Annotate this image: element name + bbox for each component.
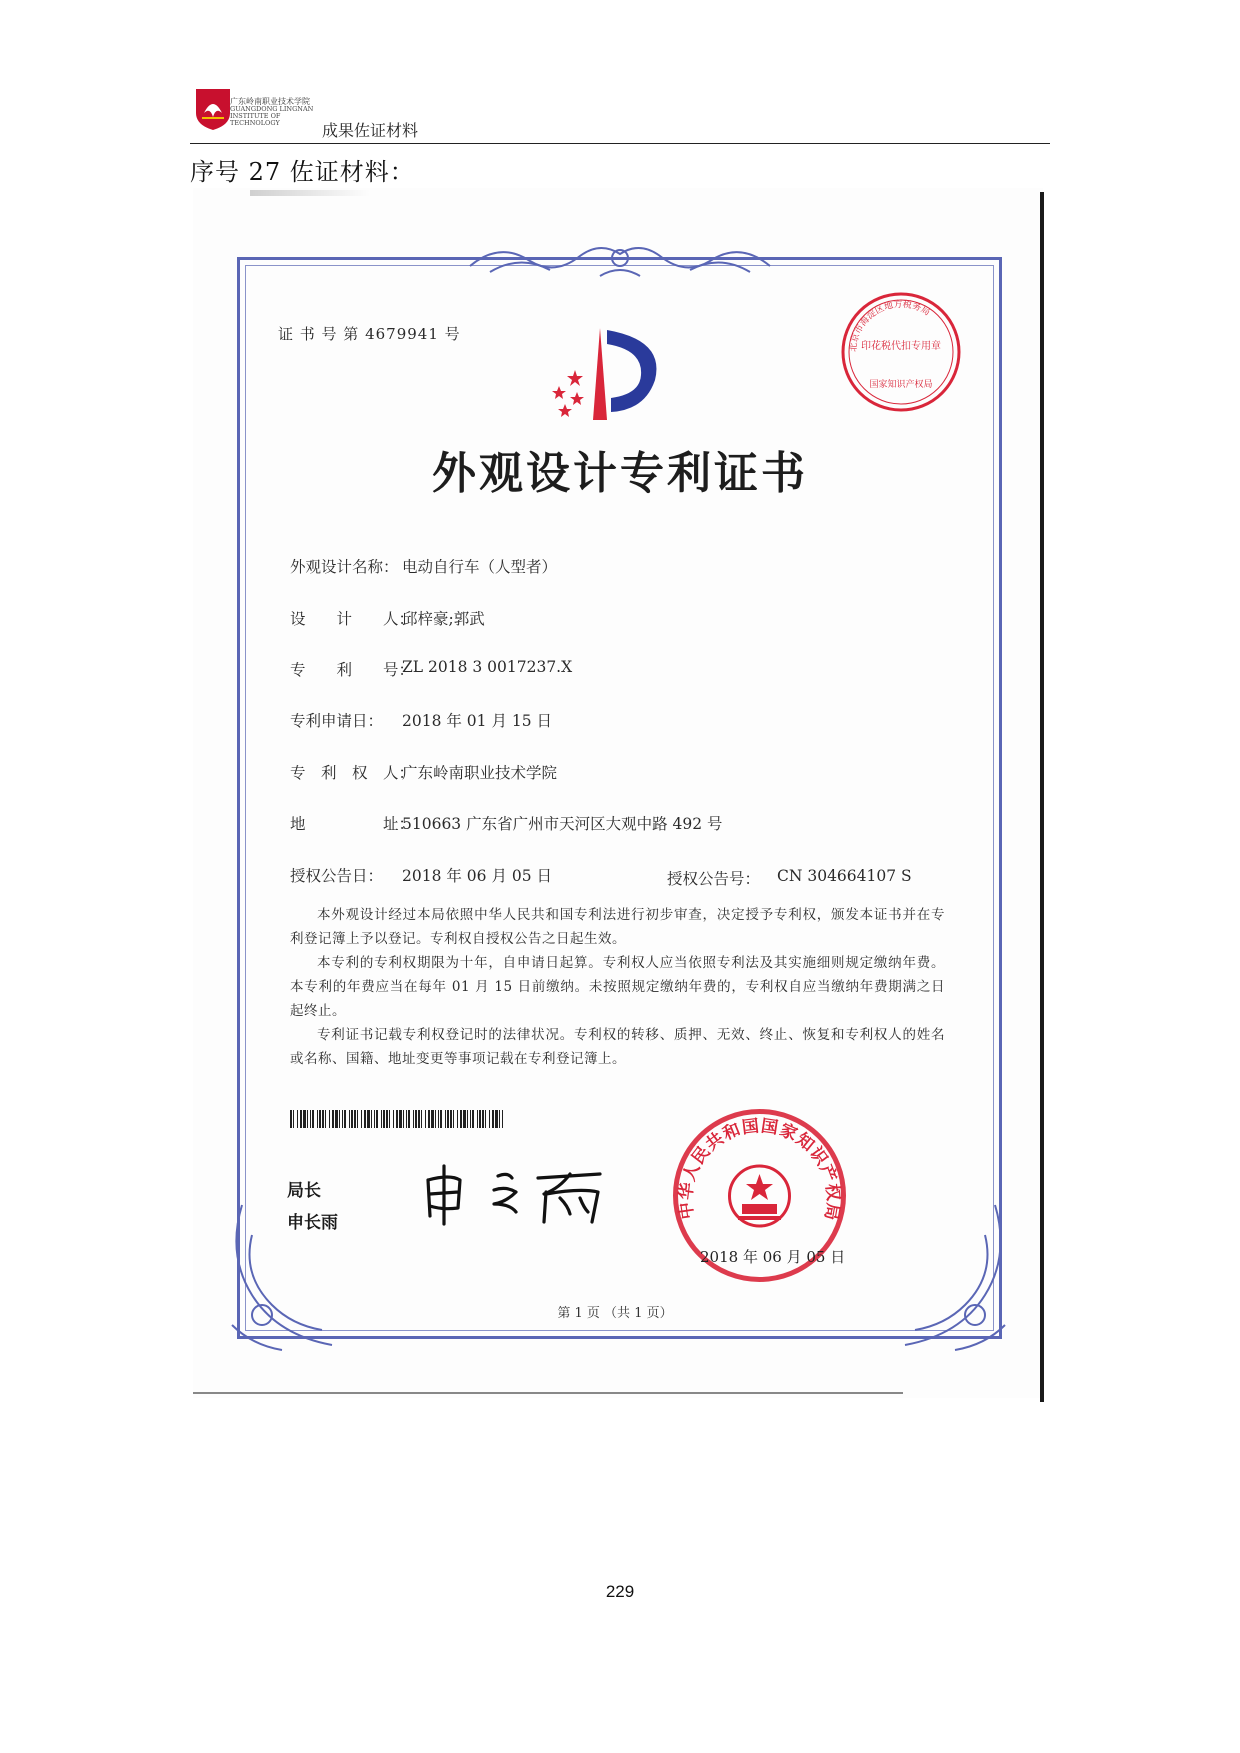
barcode-bar bbox=[300, 1110, 302, 1128]
barcode-bar bbox=[357, 1110, 358, 1128]
seal-date: 2018 年 06 月 05 日 bbox=[700, 1248, 846, 1266]
barcode-bar bbox=[438, 1110, 439, 1128]
barcode-bar bbox=[393, 1110, 394, 1128]
barcode-bar bbox=[463, 1110, 466, 1128]
header-divider bbox=[190, 143, 1050, 144]
barcode-bar bbox=[489, 1110, 490, 1128]
barcode-bar bbox=[502, 1110, 503, 1128]
barcode-bar bbox=[399, 1110, 402, 1128]
grant-date-label: 授权公告日： bbox=[290, 867, 384, 885]
barcode-bar bbox=[492, 1110, 494, 1128]
tax-seal-inner-text: 印花税代扣专用章 bbox=[861, 341, 941, 352]
grant-number-value: CN 304664107 S bbox=[777, 867, 912, 885]
barcode-icon bbox=[290, 1110, 506, 1128]
barcode-bar bbox=[477, 1110, 478, 1128]
address-value: 510663 广东省广州市天河区大观中路 492 号 bbox=[402, 815, 723, 833]
barcode-bar bbox=[325, 1110, 326, 1128]
page-number: 229 bbox=[605, 1582, 635, 1601]
barcode-bar bbox=[342, 1110, 343, 1128]
barcode-bar bbox=[499, 1110, 500, 1128]
barcode-bar bbox=[364, 1110, 366, 1128]
barcode-bar bbox=[472, 1110, 474, 1128]
barcode-bar bbox=[376, 1110, 378, 1128]
barcode-bar bbox=[450, 1110, 452, 1128]
barcode-bar bbox=[431, 1110, 434, 1128]
barcode-bar bbox=[319, 1110, 321, 1128]
director-signature-icon bbox=[420, 1158, 620, 1228]
patent-number-value: ZL 2018 3 0017237.X bbox=[402, 658, 573, 676]
barcode-bar bbox=[374, 1110, 375, 1128]
barcode-bar bbox=[354, 1110, 356, 1128]
filing-date-label: 专利申请日： bbox=[290, 712, 384, 730]
barcode-bar bbox=[381, 1110, 382, 1128]
barcode-bar bbox=[440, 1110, 442, 1128]
barcode-bar bbox=[297, 1110, 298, 1128]
scan-edge-right bbox=[1040, 192, 1044, 1402]
barcode-bar bbox=[312, 1110, 314, 1128]
school-name-en: GUANGDONG LINGNAN INSTITUTE OF TECHNOLOGY bbox=[230, 105, 314, 127]
address-label: 地 址： bbox=[290, 815, 415, 833]
barcode-bar bbox=[322, 1110, 324, 1128]
barcode-bar bbox=[344, 1110, 346, 1128]
certificate-title: 外观设计专利证书 bbox=[432, 448, 808, 499]
barcode-bar bbox=[329, 1110, 330, 1128]
patentee-value: 广东岭南职业技术学院 bbox=[402, 764, 558, 782]
barcode-bar bbox=[317, 1110, 318, 1128]
barcode-bar bbox=[495, 1110, 498, 1128]
barcode-bar bbox=[303, 1110, 306, 1128]
barcode-bar bbox=[453, 1110, 454, 1128]
barcode-bar bbox=[485, 1110, 486, 1128]
barcode-bar bbox=[460, 1110, 462, 1128]
barcode-bar bbox=[415, 1110, 417, 1128]
tax-stamp-seal-icon bbox=[836, 287, 966, 417]
school-name-cn: 广东岭南职业技术学院 bbox=[230, 97, 310, 106]
certificate-number: 证 书 号 第 4679941 号 bbox=[278, 325, 461, 343]
barcode-bar bbox=[457, 1110, 458, 1128]
director-name: 申长雨 bbox=[287, 1213, 338, 1233]
grant-number-label: 授权公告号： bbox=[667, 870, 761, 888]
barcode-bar bbox=[445, 1110, 446, 1128]
barcode-bar bbox=[361, 1110, 362, 1128]
barcode-bar bbox=[349, 1110, 350, 1128]
patentee-label: 专 利 权 人： bbox=[290, 764, 415, 782]
designer-label: 设 计 人： bbox=[290, 610, 415, 628]
barcode-bar bbox=[290, 1110, 292, 1128]
barcode-bar bbox=[435, 1110, 436, 1128]
barcode-bar bbox=[413, 1110, 414, 1128]
barcode-bar bbox=[383, 1110, 385, 1128]
barcode-bar bbox=[467, 1110, 468, 1128]
certificate-page-indicator: 第 1 页 （共 1 页） bbox=[557, 1306, 673, 1321]
barcode-bar bbox=[482, 1110, 484, 1128]
seal-arc-text: 中华人民共和国国家知识产权局 bbox=[676, 1116, 843, 1223]
corner-ornament-icon bbox=[890, 1195, 1015, 1355]
barcode-bar bbox=[293, 1110, 294, 1128]
barcode-bar bbox=[339, 1110, 340, 1128]
barcode-bar bbox=[371, 1110, 372, 1128]
tax-seal-arc-text: 北京市海淀区地方税务局 bbox=[848, 299, 932, 353]
barcode-bar bbox=[351, 1110, 353, 1128]
barcode-bar bbox=[425, 1110, 426, 1128]
barcode-bar bbox=[332, 1110, 334, 1128]
document-header-title: 成果佐证材料 bbox=[322, 121, 419, 140]
patent-number-label: 专 利 号： bbox=[290, 661, 415, 679]
barcode-bar bbox=[447, 1110, 449, 1128]
barcode-bar bbox=[418, 1110, 420, 1128]
barcode-bar bbox=[335, 1110, 338, 1128]
scan-edge-bottom bbox=[193, 1392, 903, 1394]
grant-date-value: 2018 年 06 月 05 日 bbox=[402, 867, 553, 885]
school-logo-icon bbox=[192, 87, 234, 131]
patent-office-emblem-icon bbox=[545, 320, 675, 425]
barcode-bar bbox=[386, 1110, 388, 1128]
barcode-bar bbox=[428, 1110, 430, 1128]
barcode-bar bbox=[367, 1110, 370, 1128]
barcode-bar bbox=[403, 1110, 404, 1128]
tax-seal-bottom-text: 国家知识产权局 bbox=[869, 380, 933, 390]
evidence-label: 序号 27 佐证材料： bbox=[190, 158, 415, 186]
director-title: 局长 bbox=[287, 1181, 321, 1201]
design-name-label: 外观设计名称： bbox=[290, 558, 399, 576]
barcode-bar bbox=[307, 1110, 308, 1128]
designer-value: 邱梓豪;郭武 bbox=[402, 610, 485, 628]
barcode-bar bbox=[396, 1110, 398, 1128]
design-name-value: 电动自行车（人型者） bbox=[402, 558, 558, 576]
scan-shadow bbox=[250, 190, 370, 196]
certificate-paragraph: 专利证书记载专利权登记时的法律状况。专利权的转移、质押、无效、终止、恢复和专利权人的姓名或名称、国籍、地址变更等事项记载在专利登记簿上。 bbox=[290, 1027, 945, 1067]
barcode-bar bbox=[406, 1110, 407, 1128]
barcode-bar bbox=[421, 1110, 422, 1128]
certificate-paragraph: 本专利的专利权期限为十年，自申请日起算。专利权人应当依照专利法及其实施细则规定缴纳年费。本专利的年费应当在每年 01 月 15 日前缴纳。未按照规定缴纳年费的，专利权自应当缴纳年费期满之日起终止。 bbox=[290, 955, 945, 1019]
top-ornament-icon bbox=[460, 236, 780, 282]
barcode-bar bbox=[479, 1110, 481, 1128]
barcode-bar bbox=[389, 1110, 390, 1128]
barcode-bar bbox=[310, 1110, 311, 1128]
barcode-bar bbox=[408, 1110, 410, 1128]
filing-date-value: 2018 年 01 月 15 日 bbox=[402, 712, 553, 730]
barcode-bar bbox=[470, 1110, 471, 1128]
certificate-paragraph: 本外观设计经过本局依照中华人民共和国专利法进行初步审查，决定授予专利权，颁发本证书并在专利登记簿上予以登记。专利权自授权公告之日起生效。 bbox=[290, 907, 945, 947]
